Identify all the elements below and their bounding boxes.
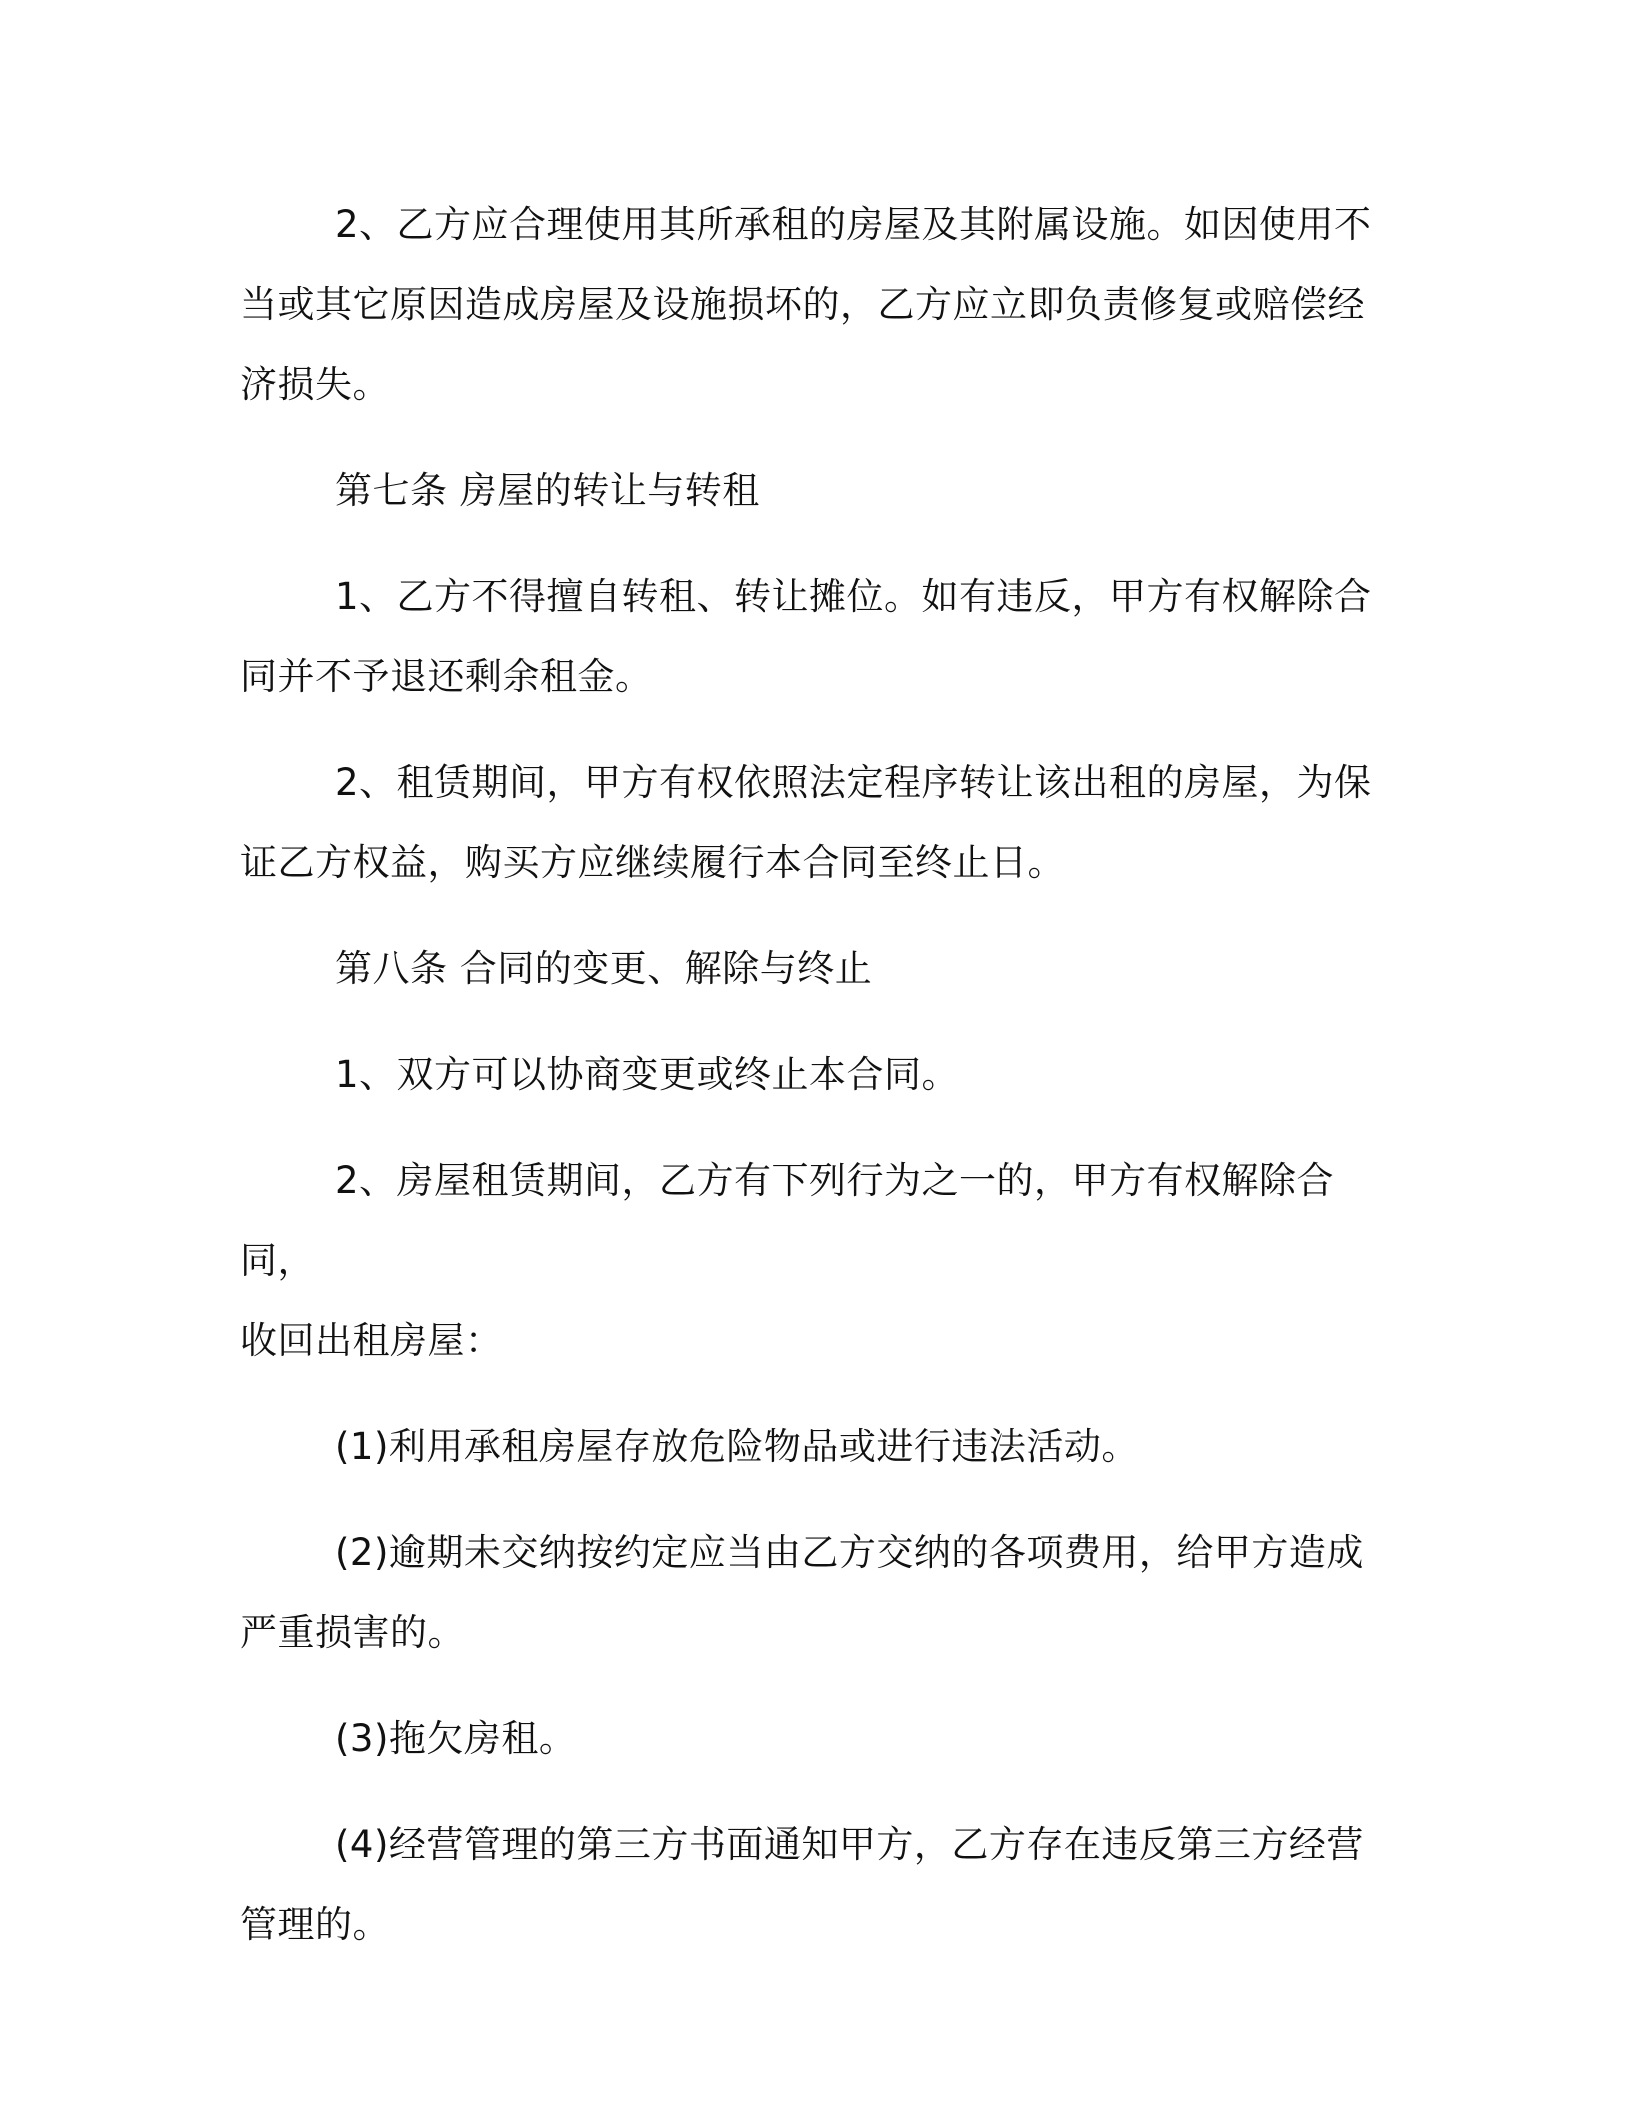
text-line: 2、租赁期间，甲方有权依照法定程序转让该出租的房屋，为保 [335, 761, 1372, 804]
text-line: (1)利用承租房屋存放危险物品或进行违法活动。 [335, 1425, 1139, 1468]
text-line: (3)拖欠房租。 [335, 1717, 577, 1760]
paragraph-clause-7-2 [240, 743, 1400, 903]
text-line: 管理的。 [240, 1903, 390, 1946]
heading-text: 第七条 房屋的转让与转租 [335, 469, 760, 512]
section-heading-article-7 [240, 451, 1400, 531]
paragraph-item-2 [240, 1513, 1400, 1673]
paragraph-item-3 [240, 1699, 1400, 1779]
paragraph-clause-8-1 [240, 1035, 1400, 1115]
text-line: 2、房屋租赁期间，乙方有下列行为之一的，甲方有权解除合同， [240, 1159, 1335, 1282]
paragraph-clause-7-1 [240, 557, 1400, 717]
text-line: 同并不予退还剩余租金。 [240, 655, 653, 698]
paragraph-item-1 [240, 1407, 1400, 1487]
text-line: (4)经营管理的第三方书面通知甲方，乙方存在违反第三方经营 [335, 1823, 1364, 1866]
paragraph-item-4 [240, 1805, 1400, 1965]
text-line: 1、双方可以协商变更或终止本合同。 [335, 1053, 960, 1096]
text-line: 济损失。 [240, 363, 390, 406]
paragraph-clause-6-2 [240, 185, 1400, 425]
section-heading-article-8 [240, 929, 1400, 1009]
text-line: 1、乙方不得擅自转租、转让摊位。如有违反，甲方有权解除合 [335, 575, 1372, 618]
text-line: 收回出租房屋： [240, 1319, 503, 1362]
heading-text: 第八条 合同的变更、解除与终止 [335, 947, 873, 990]
text-line: (2)逾期未交纳按约定应当由乙方交纳的各项费用，给甲方造成 [335, 1531, 1364, 1574]
document-body [240, 185, 1400, 1991]
text-line: 严重损害的。 [240, 1611, 465, 1654]
text-line: 2、乙方应合理使用其所承租的房屋及其附属设施。如因使用不 [335, 203, 1372, 246]
paragraph-clause-8-2 [240, 1141, 1400, 1381]
text-line: 证乙方权益，购买方应继续履行本合同至终止日。 [240, 841, 1065, 884]
text-line: 当或其它原因造成房屋及设施损坏的，乙方应立即负责修复或赔偿经 [240, 283, 1365, 326]
